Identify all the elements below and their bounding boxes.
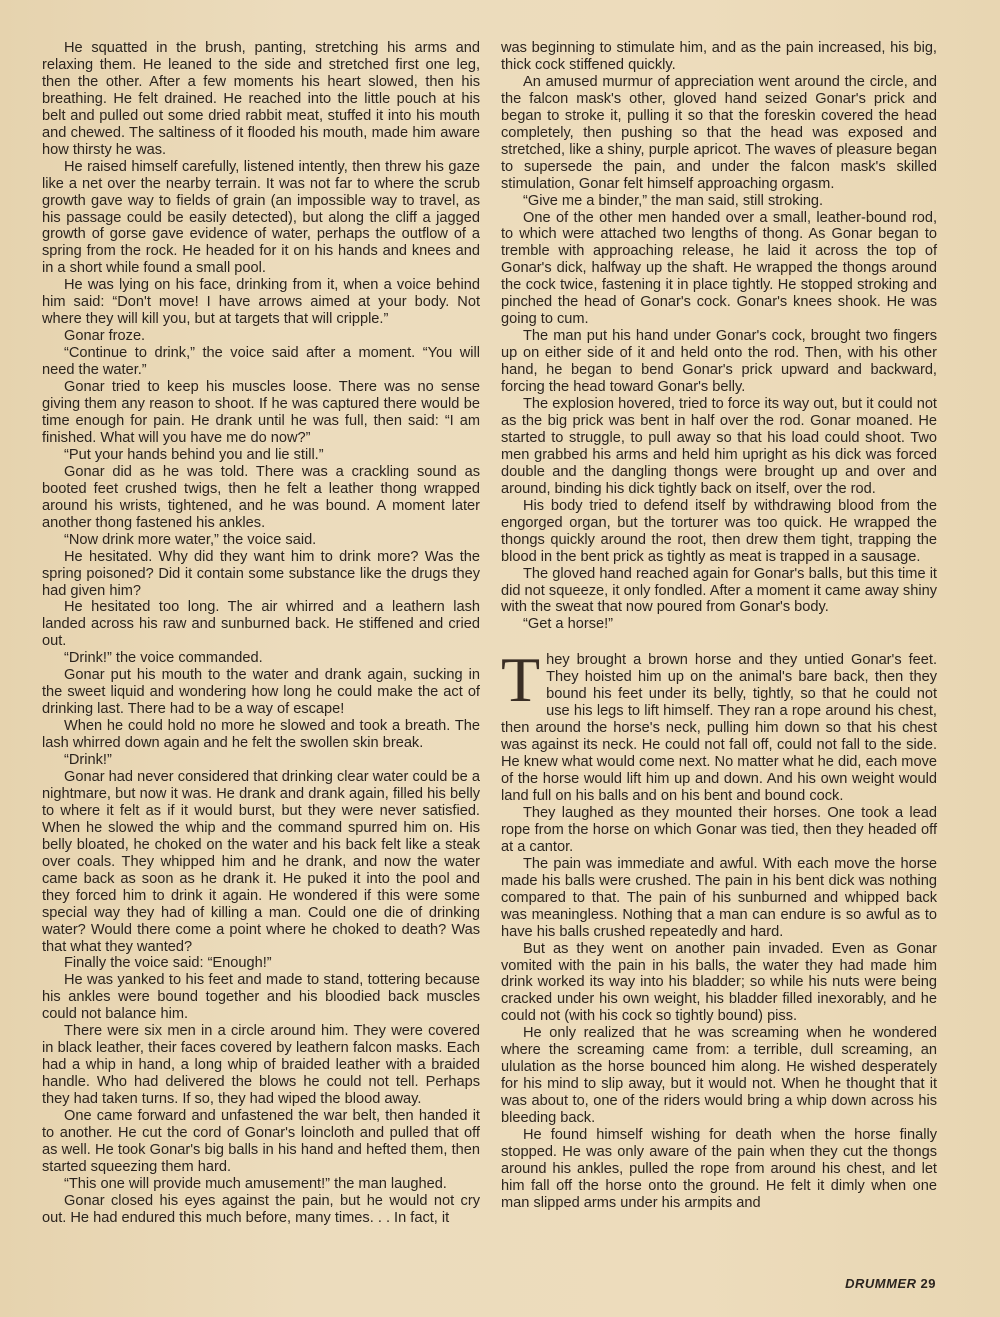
page-number: 29 bbox=[920, 1276, 936, 1291]
paragraph: He squatted in the brush, panting, stretching his arms and relaxing them. He leaned to the side and stretched first one leg, then the other. After a few moments his heart slowed, then his breathing. He felt drained. He reached into the little pouch at his belt and pulled out some dried rabbit meat, stuffed it into his mouth and chewed. The saltiness of it flooded his mouth, made him aware how thirsty he was. bbox=[42, 40, 480, 158]
paragraph: He was lying on his face, drinking from it, when a voice behind him said: “Don't move! I have arrows aimed at your body. Not where they will kill you, but at targets that will cripple.” bbox=[42, 277, 480, 328]
paragraph: “Give me a binder,” the man said, still stroking. bbox=[523, 192, 824, 209]
paragraph: They laughed as they mounted their horses. One took a lead rope from the horse on which Gonar was tied, then they headed off at a cantor. bbox=[501, 804, 937, 855]
paragraph: An amused murmur of appreciation went around the circle, and the falcon mask's other, gloved hand seized Gonar's prick and began to stroke it, pulling it so that the foreskin covered the head completely, then pushing so that the head was exposed and stretched, like a shiny, purple apricot. The waves of pleasure began to supersede the pain, and under the falcon mask's skilled stimulation, Gonar felt himself approaching orgasm. bbox=[501, 73, 937, 192]
paragraph: Finally the voice said: “Enough!” bbox=[64, 955, 272, 972]
paragraph: Gonar tried to keep his muscles loose. There was no sense giving them any reason to shoot. If he was captured there would be time enough for pain. He drank until he was full, then said: “I am finished. What will you have me do now?” bbox=[42, 379, 480, 446]
paragraph: He raised himself carefully, listened intently, then threw his gaze like a net over the nearby terrain. It was not far to where the scrub growth gave way to fields of grain (an impossible way to travel, as his passage could be easily detected), but along the cliff a jagged growth of gorse gave evidence of water, perhaps the outflow of a spring from the rock. He headed for it on his hands and knees and in a short while found a small pool. bbox=[42, 158, 480, 277]
paragraph: There were six men in a circle around him. They were covered in black leather, their faces covered by leathern falcon masks. Each had a whip in hand, a long whip of braided leather with a braided handle. Who had delivered the blows he could not tell. Perhaps they had taken turns. If so, they had wiped the blood away. bbox=[42, 1023, 480, 1108]
right-column-section-2 bbox=[501, 644, 937, 1211]
paragraph: “Put your hands behind you and lie still.” bbox=[64, 446, 324, 463]
paragraph: “Now drink more water,” the voice said. bbox=[64, 531, 317, 548]
paragraph: was beginning to stimulate him, and as the pain increased, his big, thick cock stiffened quickly. bbox=[501, 40, 937, 73]
paragraph: Gonar had never considered that drinking clear water could be a nightmare, but now it was. He drank and drank again, filled his belly to where it felt as if it would burst, but they were never satisfied. When he slowed the whip and the command spurred him on. His belly bloated, he choked on the water and his back felt like a steak over coals. They whipped him and he drank, and now the water came back as soon as he drank it. He puked it into the pool and they forced him to drink it again. He wondered if this were some special way they had of killing a man. Could one die of drinking water? Would there come a point where he choked to death? Was that what they wanted? bbox=[42, 768, 480, 955]
right-column bbox=[501, 40, 937, 1212]
paragraph: His body tried to defend itself by withdrawing blood from the engorged organ, but the torturer was too quick. He wrapped the thongs quickly around the root, then drew them tight, trapping the blood in the bent prick as tightly as meat is trapped in a sausage. bbox=[501, 497, 937, 565]
paragraph: Gonar put his mouth to the water and drank again, sucking in the sweet liquid and wondering how long he could make the act of drinking last. There had to be a way of escape! bbox=[42, 667, 480, 718]
drop-cap: T bbox=[501, 644, 541, 716]
paragraph: The explosion hovered, tried to force its way out, but it could not as the big prick was bent in half over the rod. Gonar moaned. He started to struggle, to pull away so that his load could shoot. Two men grabbed his arms and held him upright as his dick was forced double and the dangling thongs were brought up and over and around, binding his dick tightly back on itself, over the rod. bbox=[501, 396, 937, 497]
magazine-name: DRUMMER bbox=[845, 1276, 917, 1291]
paragraph: The man put his hand under Gonar's cock, brought two fingers up on either side of it and held onto the rod. Then, with his other hand, he began to bend Gonar's prick upward and backward, forcing the head toward Gonar's belly. bbox=[501, 328, 937, 396]
paragraph: “This one will provide much amusement!” the man laughed. bbox=[64, 1175, 447, 1192]
right-column-section-1 bbox=[501, 40, 937, 633]
paragraph: “Continue to drink,” the voice said after a moment. “You will need the water.” bbox=[42, 345, 480, 379]
page-footer bbox=[845, 1276, 936, 1291]
paragraph: The gloved hand reached again for Gonar's balls, but this time it did not squeeze, it only fondled. After a moment it came away shiny with the sweat that now poured from Gonar's body. bbox=[501, 565, 937, 616]
paragraph: He found himself wishing for death when the horse finally stopped. He was only aware of the pain when they cut the thongs around his ankles, pulled the rope from around his chest, and let him fall off the horse onto the ground. He felt it dimly when one man slipped arms under his armpits and bbox=[501, 1127, 937, 1211]
paragraph: When he could hold no more he slowed and took a breath. The lash whirred down again and he felt the swollen skin break. bbox=[42, 718, 480, 752]
paragraph: Gonar closed his eyes against the pain, but he would not cry out. He had endured this much before, many times. . . In fact, it bbox=[42, 1192, 480, 1226]
opening-paragraph-text: hey brought a brown horse and they untied Gonar's feet. They hoisted him up on the animal's bare back, then they bound his feet under its belly, tightly, so that he could not use his legs to lift himself. They ran a rope around his chest, then around the horse's neck, pulling him down so that his chest was against its neck. He could not fall off, could not fall to the side. He knew what would come next. No matter what he did, each move of the horse would lift him up and down. And his own weight would land full on his balls and on his bent and bound cock. bbox=[501, 652, 937, 804]
paragraph: The pain was immediate and awful. With each move the horse made his balls were crushed. The pain in his bent dick was nothing compared to that. The pain of his sunburned and whipped back was meaningless. Nothing that a man can endure is so awful as to have his balls crushed repeatedly and hard. bbox=[501, 855, 937, 940]
paragraph: He only realized that he was screaming when he wondered where the screaming came from: a terrible, dull screaming, an ululation as the horse bounced him along. He wished desperately for his mind to slip away, but it would not. When he thought that it was about to, one of the riders would bring a whip down across his bleeding back. bbox=[501, 1025, 937, 1127]
section-opening-paragraph bbox=[501, 644, 937, 805]
paragraph: Gonar froze. bbox=[64, 328, 146, 345]
left-column bbox=[42, 40, 480, 1227]
paragraph: “Drink!” bbox=[64, 752, 112, 769]
paragraph: “Get a horse!” bbox=[523, 616, 614, 633]
paragraph: One of the other men handed over a small, leather-bound rod, to which were attached two lengths of thong. As Gonar began to tremble with approaching release, he laid it across the top of Gonar's dick, halfway up the shaft. He wrapped the thongs around the cock twice, fastening it in place tightly. He stopped stroking and pinched the head of Gonar's cock. Gonar's knees shook. He was going to cum. bbox=[501, 209, 937, 328]
paragraph: Gonar did as he was told. There was a crackling sound as booted feet crushed twigs, then he felt a leather thong wrapped around his wrists, tightened, and he was bound. A moment later another thong fastened his ankles. bbox=[42, 463, 480, 531]
paragraph: But as they went on another pain invaded. Even as Gonar vomited with the pain in his balls, the water they had made him drink worked its way into his bladder; so while his nuts were being cracked under his own weight, his bladder filled inexorably, and he could not (with his cock so tightly bound) piss. bbox=[501, 940, 937, 1025]
paragraph: He hesitated too long. The air whirred and a leathern lash landed across his raw and sunburned back. He stiffened and cried out. bbox=[42, 599, 480, 650]
paragraph: One came forward and unfastened the war belt, then handed it to another. He cut the cord of Gonar's loincloth and pulled that off as well. He took Gonar's big balls in his hand and hefted them, then started squeezing them hard. bbox=[42, 1108, 480, 1175]
paragraph: “Drink!” the voice commanded. bbox=[64, 650, 263, 667]
paragraph: He hesitated. Why did they want him to drink more? Was the spring poisoned? Did it contain some substance like the drugs they had given him? bbox=[42, 548, 480, 599]
paragraph: He was yanked to his feet and made to stand, tottering because his ankles were bound together and his bloodied back muscles could not balance him. bbox=[42, 972, 480, 1023]
